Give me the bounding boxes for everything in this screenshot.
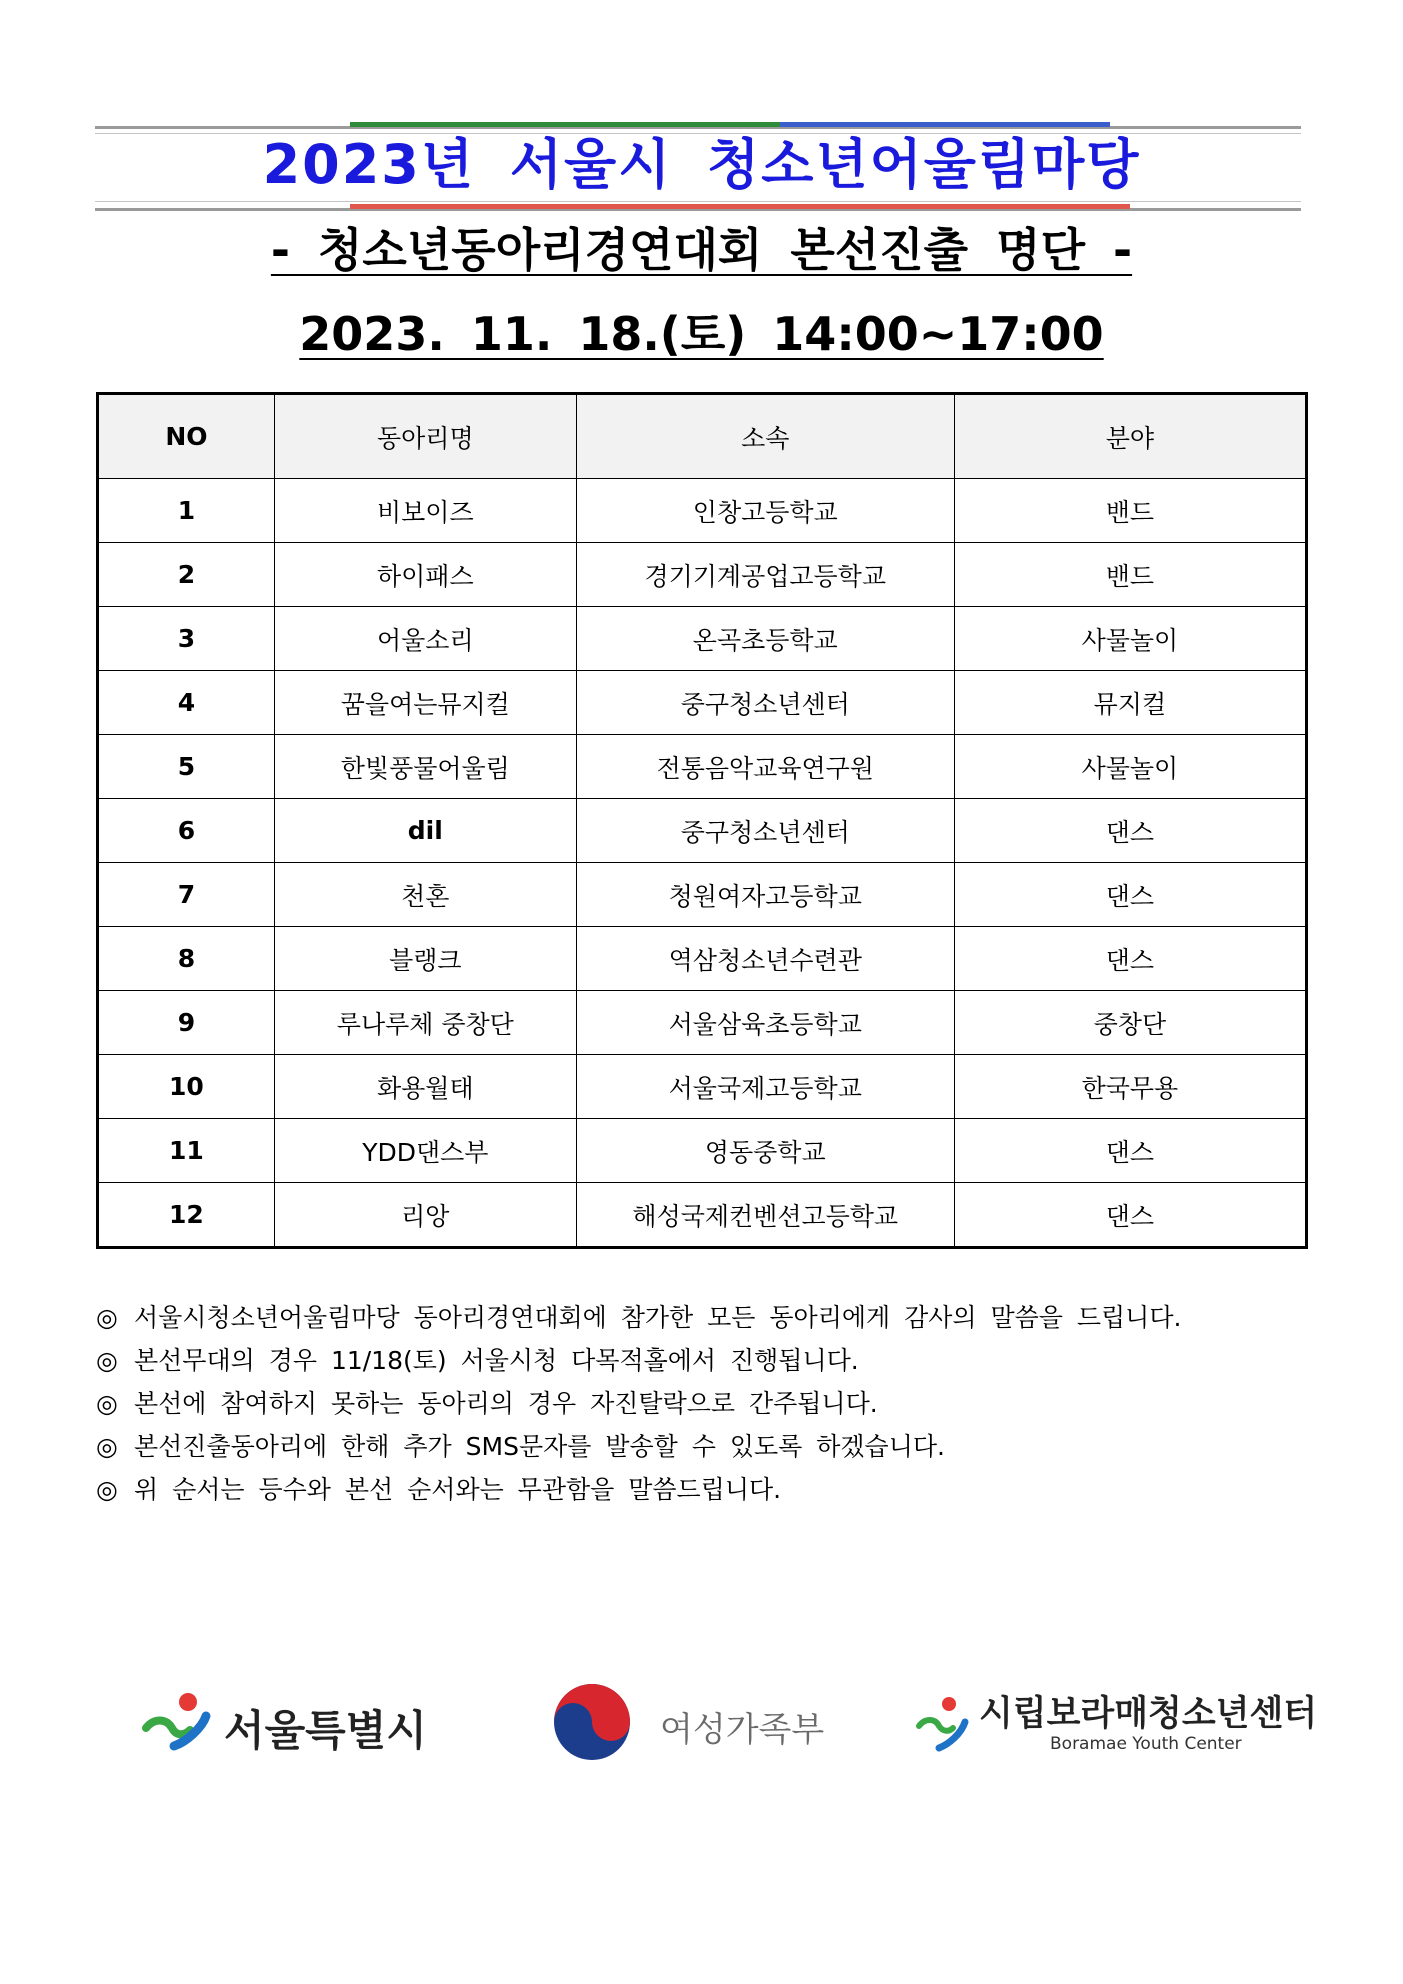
table-row	[98, 479, 1307, 543]
table-row	[98, 1183, 1307, 1248]
club-name: 비보이즈	[274, 479, 576, 543]
club-name: 리앙	[274, 1183, 576, 1248]
club-name: 천혼	[274, 863, 576, 927]
column-header-club: 동아리명	[274, 394, 576, 479]
row-number: 1	[98, 479, 275, 543]
column-header-field: 분야	[954, 394, 1306, 479]
club-name: 하이패스	[274, 543, 576, 607]
table-row	[98, 1055, 1307, 1119]
row-number: 4	[98, 671, 275, 735]
subtitle: - 청소년동아리경연대회 본선진출 명단 -	[270, 223, 1133, 277]
ministry-logo	[550, 1680, 870, 1780]
seoul-symbol-icon	[140, 1688, 220, 1758]
notice-item: ◎ 본선진출동아리에 한해 추가 SMS문자를 발송할 수 있도록 하겠습니다.	[96, 1425, 1326, 1468]
affiliation: 인창고등학교	[576, 479, 954, 543]
row-number: 9	[98, 991, 275, 1055]
affiliation: 역삼청소년수련관	[576, 927, 954, 991]
field: 밴드	[954, 543, 1306, 607]
seoul-logo	[140, 1680, 480, 1780]
affiliation: 중구청소년센터	[576, 799, 954, 863]
field: 사물놀이	[954, 735, 1306, 799]
table-row	[98, 927, 1307, 991]
field: 밴드	[954, 479, 1306, 543]
affiliation: 서울삼육초등학교	[576, 991, 954, 1055]
finalist-table	[96, 392, 1308, 1249]
field: 사물놀이	[954, 607, 1306, 671]
center-symbol-icon	[915, 1692, 975, 1762]
club-name: YDD댄스부	[274, 1119, 576, 1183]
club-name: 루나루체 중창단	[274, 991, 576, 1055]
table-header-row	[98, 394, 1307, 479]
column-header-affiliation: 소속	[576, 394, 954, 479]
table-row	[98, 671, 1307, 735]
table-row	[98, 543, 1307, 607]
notice-item: ◎ 본선에 참여하지 못하는 동아리의 경우 자진탈락으로 간주됩니다.	[96, 1382, 1326, 1425]
field: 댄스	[954, 863, 1306, 927]
sponsor-logos	[0, 1680, 1403, 1780]
club-name: 블랭크	[274, 927, 576, 991]
field: 댄스	[954, 927, 1306, 991]
field: 댄스	[954, 799, 1306, 863]
table-row	[98, 735, 1307, 799]
affiliation: 청원여자고등학교	[576, 863, 954, 927]
affiliation: 중구청소년센터	[576, 671, 954, 735]
table-row	[98, 1119, 1307, 1183]
affiliation: 온곡초등학교	[576, 607, 954, 671]
row-number: 8	[98, 927, 275, 991]
table-row	[98, 863, 1307, 927]
club-name: 꿈을여는뮤지컬	[274, 671, 576, 735]
table-row	[98, 607, 1307, 671]
header-rule-bottom	[95, 201, 1301, 215]
club-name: dil	[274, 799, 576, 863]
club-name: 한빛풍물어울림	[274, 735, 576, 799]
bullet-icon: ◎	[96, 1432, 118, 1461]
table-row	[98, 799, 1307, 863]
club-name: 화용월태	[274, 1055, 576, 1119]
field: 뮤지컬	[954, 671, 1306, 735]
field: 중창단	[954, 991, 1306, 1055]
taegeuk-emblem-icon	[550, 1680, 634, 1764]
bullet-icon: ◎	[96, 1389, 118, 1418]
field: 한국무용	[954, 1055, 1306, 1119]
club-name: 어울소리	[274, 607, 576, 671]
center-logo-subtext: Boramae Youth Center	[1050, 1734, 1242, 1754]
row-number: 3	[98, 607, 275, 671]
affiliation: 영동중학교	[576, 1119, 954, 1183]
page-title: 2023년 서울시 청소년어울림마당	[262, 133, 1141, 196]
affiliation: 전통음악교육연구원	[576, 735, 954, 799]
event-date: 2023. 11. 18.(토) 14:00~17:00	[299, 307, 1104, 361]
bullet-icon: ◎	[96, 1303, 118, 1332]
affiliation: 해성국제컨벤션고등학교	[576, 1183, 954, 1248]
seoul-logo-text: 서울특별시	[224, 1706, 427, 1755]
notice-item: ◎ 본선무대의 경우 11/18(토) 서울시청 다목적홀에서 진행됩니다.	[96, 1339, 1326, 1382]
row-number: 12	[98, 1183, 275, 1248]
column-header-no: NO	[98, 394, 275, 479]
center-logo	[915, 1680, 1318, 1780]
row-number: 10	[98, 1055, 275, 1119]
notice-item: ◎ 위 순서는 등수와 본선 순서와는 무관함을 말씀드립니다.	[96, 1468, 1326, 1511]
center-logo-text: 시립보라매청소년센터	[979, 1694, 1318, 1734]
row-number: 5	[98, 735, 275, 799]
field: 댄스	[954, 1183, 1306, 1248]
row-number: 11	[98, 1119, 275, 1183]
affiliation: 서울국제고등학교	[576, 1055, 954, 1119]
field: 댄스	[954, 1119, 1306, 1183]
bullet-icon: ◎	[96, 1475, 118, 1504]
row-number: 2	[98, 543, 275, 607]
notice-list	[96, 1296, 1326, 1511]
bullet-icon: ◎	[96, 1346, 118, 1375]
ministry-logo-text: 여성가족부	[660, 1710, 825, 1750]
row-number: 7	[98, 863, 275, 927]
table-row	[98, 991, 1307, 1055]
row-number: 6	[98, 799, 275, 863]
notice-item: ◎ 서울시청소년어울림마당 동아리경연대회에 참가한 모든 동아리에게 감사의 말씀을 드립니다.	[96, 1296, 1326, 1339]
affiliation: 경기기계공업고등학교	[576, 543, 954, 607]
